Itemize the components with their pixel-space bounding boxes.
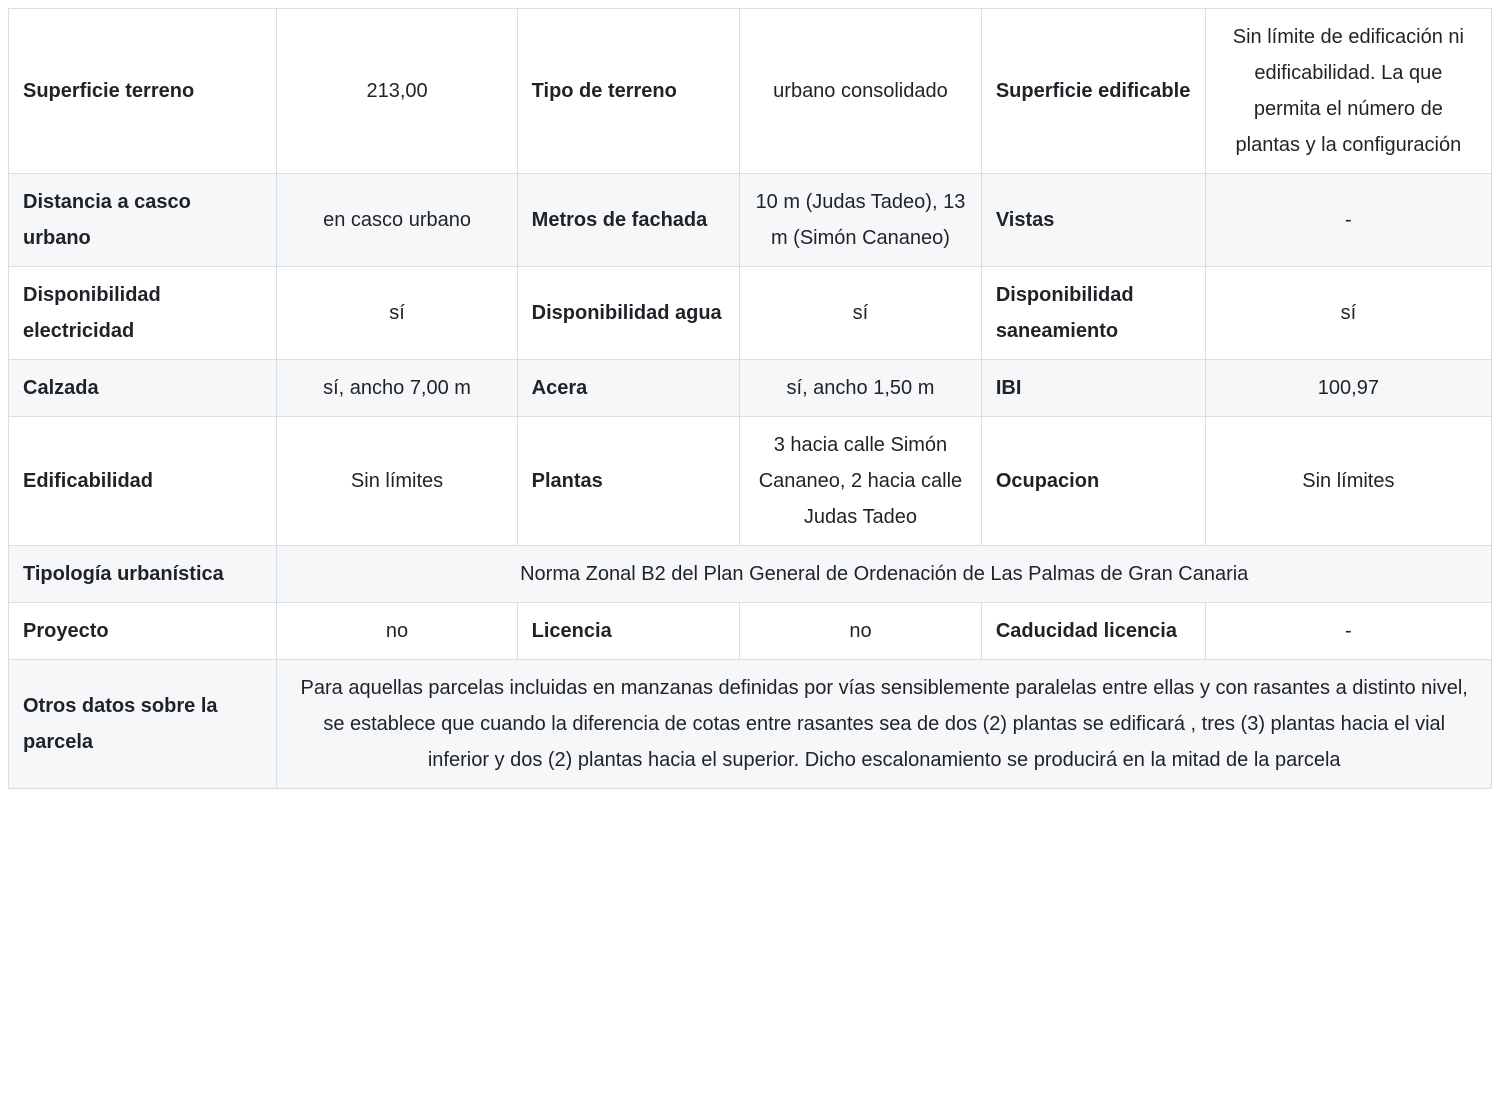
cell-value-metros-de-fachada: 10 m (Judas Tadeo), 13 m (Simón Cananeo): [740, 174, 982, 267]
table-row: [9, 9, 1492, 174]
cell-value-ibi: 100,97: [1205, 360, 1491, 417]
cell-value-disponibilidad-electricidad: sí: [277, 267, 517, 360]
cell-label-ibi: IBI: [981, 360, 1205, 417]
cell-value-licencia: no: [740, 603, 982, 660]
cell-label-acera: Acera: [517, 360, 739, 417]
cell-value-superficie-terreno: 213,00: [277, 9, 517, 174]
cell-label-superficie-edificable: Superficie edificable: [981, 9, 1205, 174]
cell-value-disponibilidad-agua: sí: [740, 267, 982, 360]
cell-value-edificabilidad: Sin límites: [277, 417, 517, 546]
table-row: [9, 603, 1492, 660]
table-row: [9, 546, 1492, 603]
cell-value-tipo-de-terreno: urbano consolidado: [740, 9, 982, 174]
cell-label-tipo-de-terreno: Tipo de terreno: [517, 9, 739, 174]
cell-label-disponibilidad-saneamiento: Disponibilidad saneamiento: [981, 267, 1205, 360]
cell-value-caducidad-licencia: -: [1205, 603, 1491, 660]
cell-value-acera: sí, ancho 1,50 m: [740, 360, 982, 417]
cell-label-caducidad-licencia: Caducidad licencia: [981, 603, 1205, 660]
cell-value-distancia-casco-urbano: en casco urbano: [277, 174, 517, 267]
cell-label-disponibilidad-agua: Disponibilidad agua: [517, 267, 739, 360]
table-row: [9, 660, 1492, 789]
cell-label-metros-de-fachada: Metros de fachada: [517, 174, 739, 267]
cell-label-plantas: Plantas: [517, 417, 739, 546]
table-row: [9, 360, 1492, 417]
cell-label-tipologia-urbanistica: Tipología urbanística: [9, 546, 277, 603]
cell-value-ocupacion: Sin límites: [1205, 417, 1491, 546]
cell-label-disponibilidad-electricidad: Disponibilidad electricidad: [9, 267, 277, 360]
cell-label-vistas: Vistas: [981, 174, 1205, 267]
table-row: [9, 267, 1492, 360]
cell-value-proyecto: no: [277, 603, 517, 660]
cell-label-proyecto: Proyecto: [9, 603, 277, 660]
cell-value-disponibilidad-saneamiento: sí: [1205, 267, 1491, 360]
cell-value-tipologia-urbanistica: Norma Zonal B2 del Plan General de Ordenación de Las Palmas de Gran Canaria: [277, 546, 1492, 603]
cell-label-licencia: Licencia: [517, 603, 739, 660]
cell-label-calzada: Calzada: [9, 360, 277, 417]
cell-value-vistas: -: [1205, 174, 1491, 267]
property-details-table: [8, 8, 1492, 789]
cell-label-distancia-casco-urbano: Distancia a casco urbano: [9, 174, 277, 267]
table-row: [9, 174, 1492, 267]
cell-label-ocupacion: Ocupacion: [981, 417, 1205, 546]
cell-value-otros-datos-parcela: Para aquellas parcelas incluidas en manzanas definidas por vías sensiblemente paralelas entre ellas y con rasantes a distinto nivel, se establece que cuando la diferencia de cotas entre rasantes sea de dos (2) plantas se edificará , tres (3) plantas hacia el vial inferior y dos (2) plantas hacia el superior. Dicho escalonamiento se producirá en la mitad de la parcela: [277, 660, 1492, 789]
table-row: [9, 417, 1492, 546]
cell-label-edificabilidad: Edificabilidad: [9, 417, 277, 546]
cell-value-plantas: 3 hacia calle Simón Cananeo, 2 hacia calle Judas Tadeo: [740, 417, 982, 546]
cell-value-calzada: sí, ancho 7,00 m: [277, 360, 517, 417]
cell-label-otros-datos-parcela: Otros datos sobre la parcela: [9, 660, 277, 789]
cell-value-superficie-edificable: Sin límite de edificación ni edificabilidad. La que permita el número de plantas y la configuración: [1205, 9, 1491, 174]
cell-label-superficie-terreno: Superficie terreno: [9, 9, 277, 174]
